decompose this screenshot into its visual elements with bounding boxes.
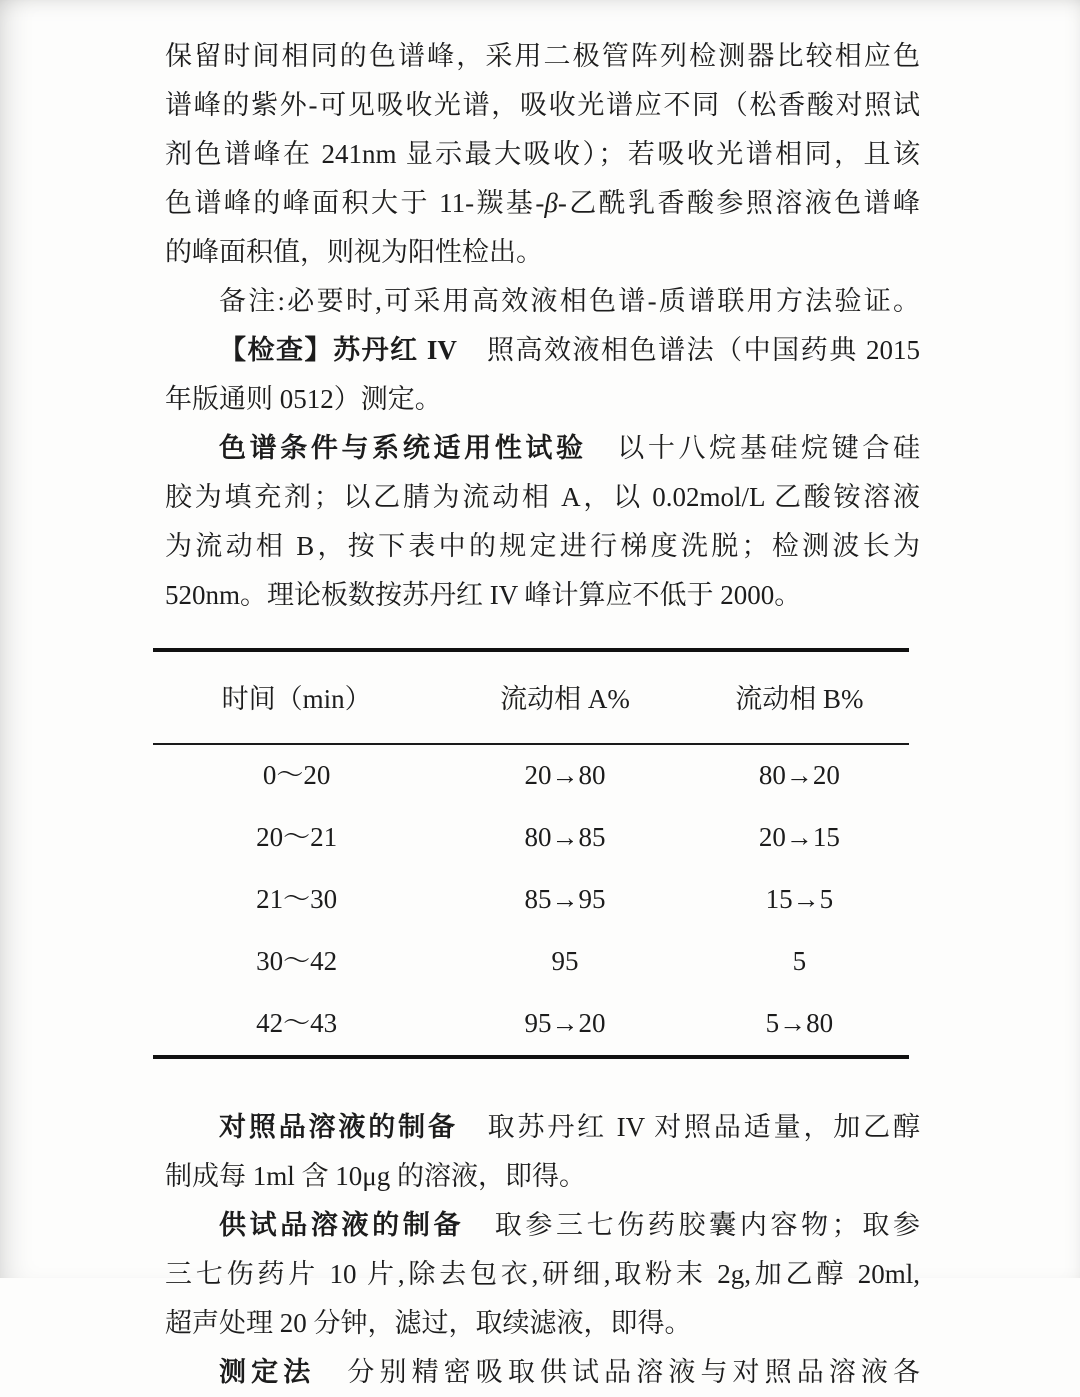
table-cell: 20～21	[256, 822, 338, 852]
table-cell: 21～30	[256, 884, 338, 914]
body-text: 以十八烷基硅烷键合硅	[586, 433, 921, 463]
text-line	[165, 81, 920, 130]
table-cell: 5	[792, 946, 807, 976]
body-text: 色谱峰的峰面积大于 11-羰基-	[165, 188, 545, 218]
table-cell: 85→95	[524, 884, 606, 914]
heading-text: 供试品溶液的制备	[219, 1210, 465, 1240]
table-cell: 5→80	[765, 1008, 834, 1038]
heading-text: 【检查】苏丹红 IV	[219, 335, 457, 365]
body-text: 三七伤药片 10 片,除去包衣,研细,取粉末 2g,加乙醇 20ml,	[165, 1259, 920, 1289]
body-text: 为流动相 B，按下表中的规定进行梯度洗脱；检测波长为	[165, 531, 920, 561]
document-content	[165, 0, 920, 1397]
table-cell: 42～43	[256, 1008, 338, 1038]
paragraph	[165, 1103, 920, 1201]
body-text: 保留时间相同的色谱峰，采用二极管阵列检测器比较相应色	[165, 41, 920, 71]
text-line	[165, 1348, 920, 1397]
text-line	[165, 1201, 920, 1250]
table-cell: 80→85	[524, 822, 606, 852]
body-text: 照高效液相色谱法（中国药典 2015	[456, 335, 920, 365]
body-text: 520nm。理论板数按苏丹红 IV 峰计算应不低于 2000。	[165, 580, 802, 610]
table-header-cell: 时间（min）	[153, 650, 440, 744]
body-text: 剂色谱峰在 241nm 显示最大吸收）；若吸收光谱相同，且该	[165, 139, 920, 169]
heading-text: 色谱条件与系统适用性试验	[219, 433, 587, 463]
heading-text: 对照品溶液的制备	[219, 1112, 458, 1142]
text-line	[165, 473, 920, 522]
paragraph	[165, 424, 920, 620]
body-text: 取参三七伤药胶囊内容物；取参	[464, 1210, 921, 1240]
table-cell: 20→15	[758, 822, 840, 852]
table-cell: 30～42	[256, 946, 338, 976]
table-cell: 95→20	[524, 1008, 606, 1038]
body-text: 的峰面积值，则视为阳性检出。	[165, 237, 543, 267]
paragraph	[165, 326, 920, 424]
text-line	[165, 228, 920, 277]
table-header-cell: 流动相 B%	[690, 650, 909, 744]
text-line	[165, 571, 920, 620]
body-text: 制成每 1ml 含 10μg 的溶液，即得。	[165, 1161, 586, 1191]
table-cell: 80→20	[758, 760, 840, 790]
gradient-elution-table	[153, 648, 909, 1059]
text-line	[165, 179, 920, 228]
body-text: 年版通则 0512）测定。	[165, 384, 442, 414]
table-header-cell: 流动相 A%	[440, 650, 689, 744]
body-text: 取苏丹红 IV 对照品适量，加乙醇	[457, 1112, 920, 1142]
text-line	[165, 1299, 920, 1348]
body-text: 超声处理 20 分钟，滤过，取续滤液，即得。	[165, 1308, 692, 1338]
table-header-row	[153, 650, 909, 744]
text-line	[165, 277, 920, 326]
paragraph	[165, 32, 920, 277]
heading-text: 测定法	[219, 1357, 316, 1387]
text-line	[165, 1250, 920, 1299]
text-line	[165, 130, 920, 179]
paragraph	[165, 1201, 920, 1348]
body-text: β	[544, 188, 558, 218]
table-row	[153, 993, 909, 1057]
text-line	[165, 1152, 920, 1201]
table-cell: 0～20	[262, 760, 331, 790]
text-line	[165, 1103, 920, 1152]
text-line	[165, 326, 920, 375]
table-cell: 15→5	[765, 884, 834, 914]
table-cell: 20→80	[524, 760, 606, 790]
text-line	[165, 424, 920, 473]
body-text: 谱峰的紫外-可见吸收光谱，吸收光谱应不同（松香酸对照试	[165, 90, 920, 120]
body-text: -乙酰乳香酸参照溶液色谱峰	[557, 188, 920, 218]
body-text: 分别精密吸取供试品溶液与对照品溶液各	[315, 1357, 921, 1387]
paragraph	[165, 277, 920, 326]
table-cell: 95	[551, 946, 579, 976]
text-line	[165, 32, 920, 81]
paragraph	[165, 1348, 920, 1397]
table-row	[153, 744, 909, 807]
body-text: 备注:必要时,可采用高效液相色谱-质谱联用方法验证。	[219, 286, 920, 316]
text-line	[165, 522, 920, 571]
table-row	[153, 931, 909, 993]
table-row	[153, 807, 909, 869]
text-line	[165, 375, 920, 424]
body-text: 胶为填充剂；以乙腈为流动相 A，以 0.02mol/L 乙酸铵溶液	[165, 482, 920, 512]
table-row	[153, 869, 909, 931]
